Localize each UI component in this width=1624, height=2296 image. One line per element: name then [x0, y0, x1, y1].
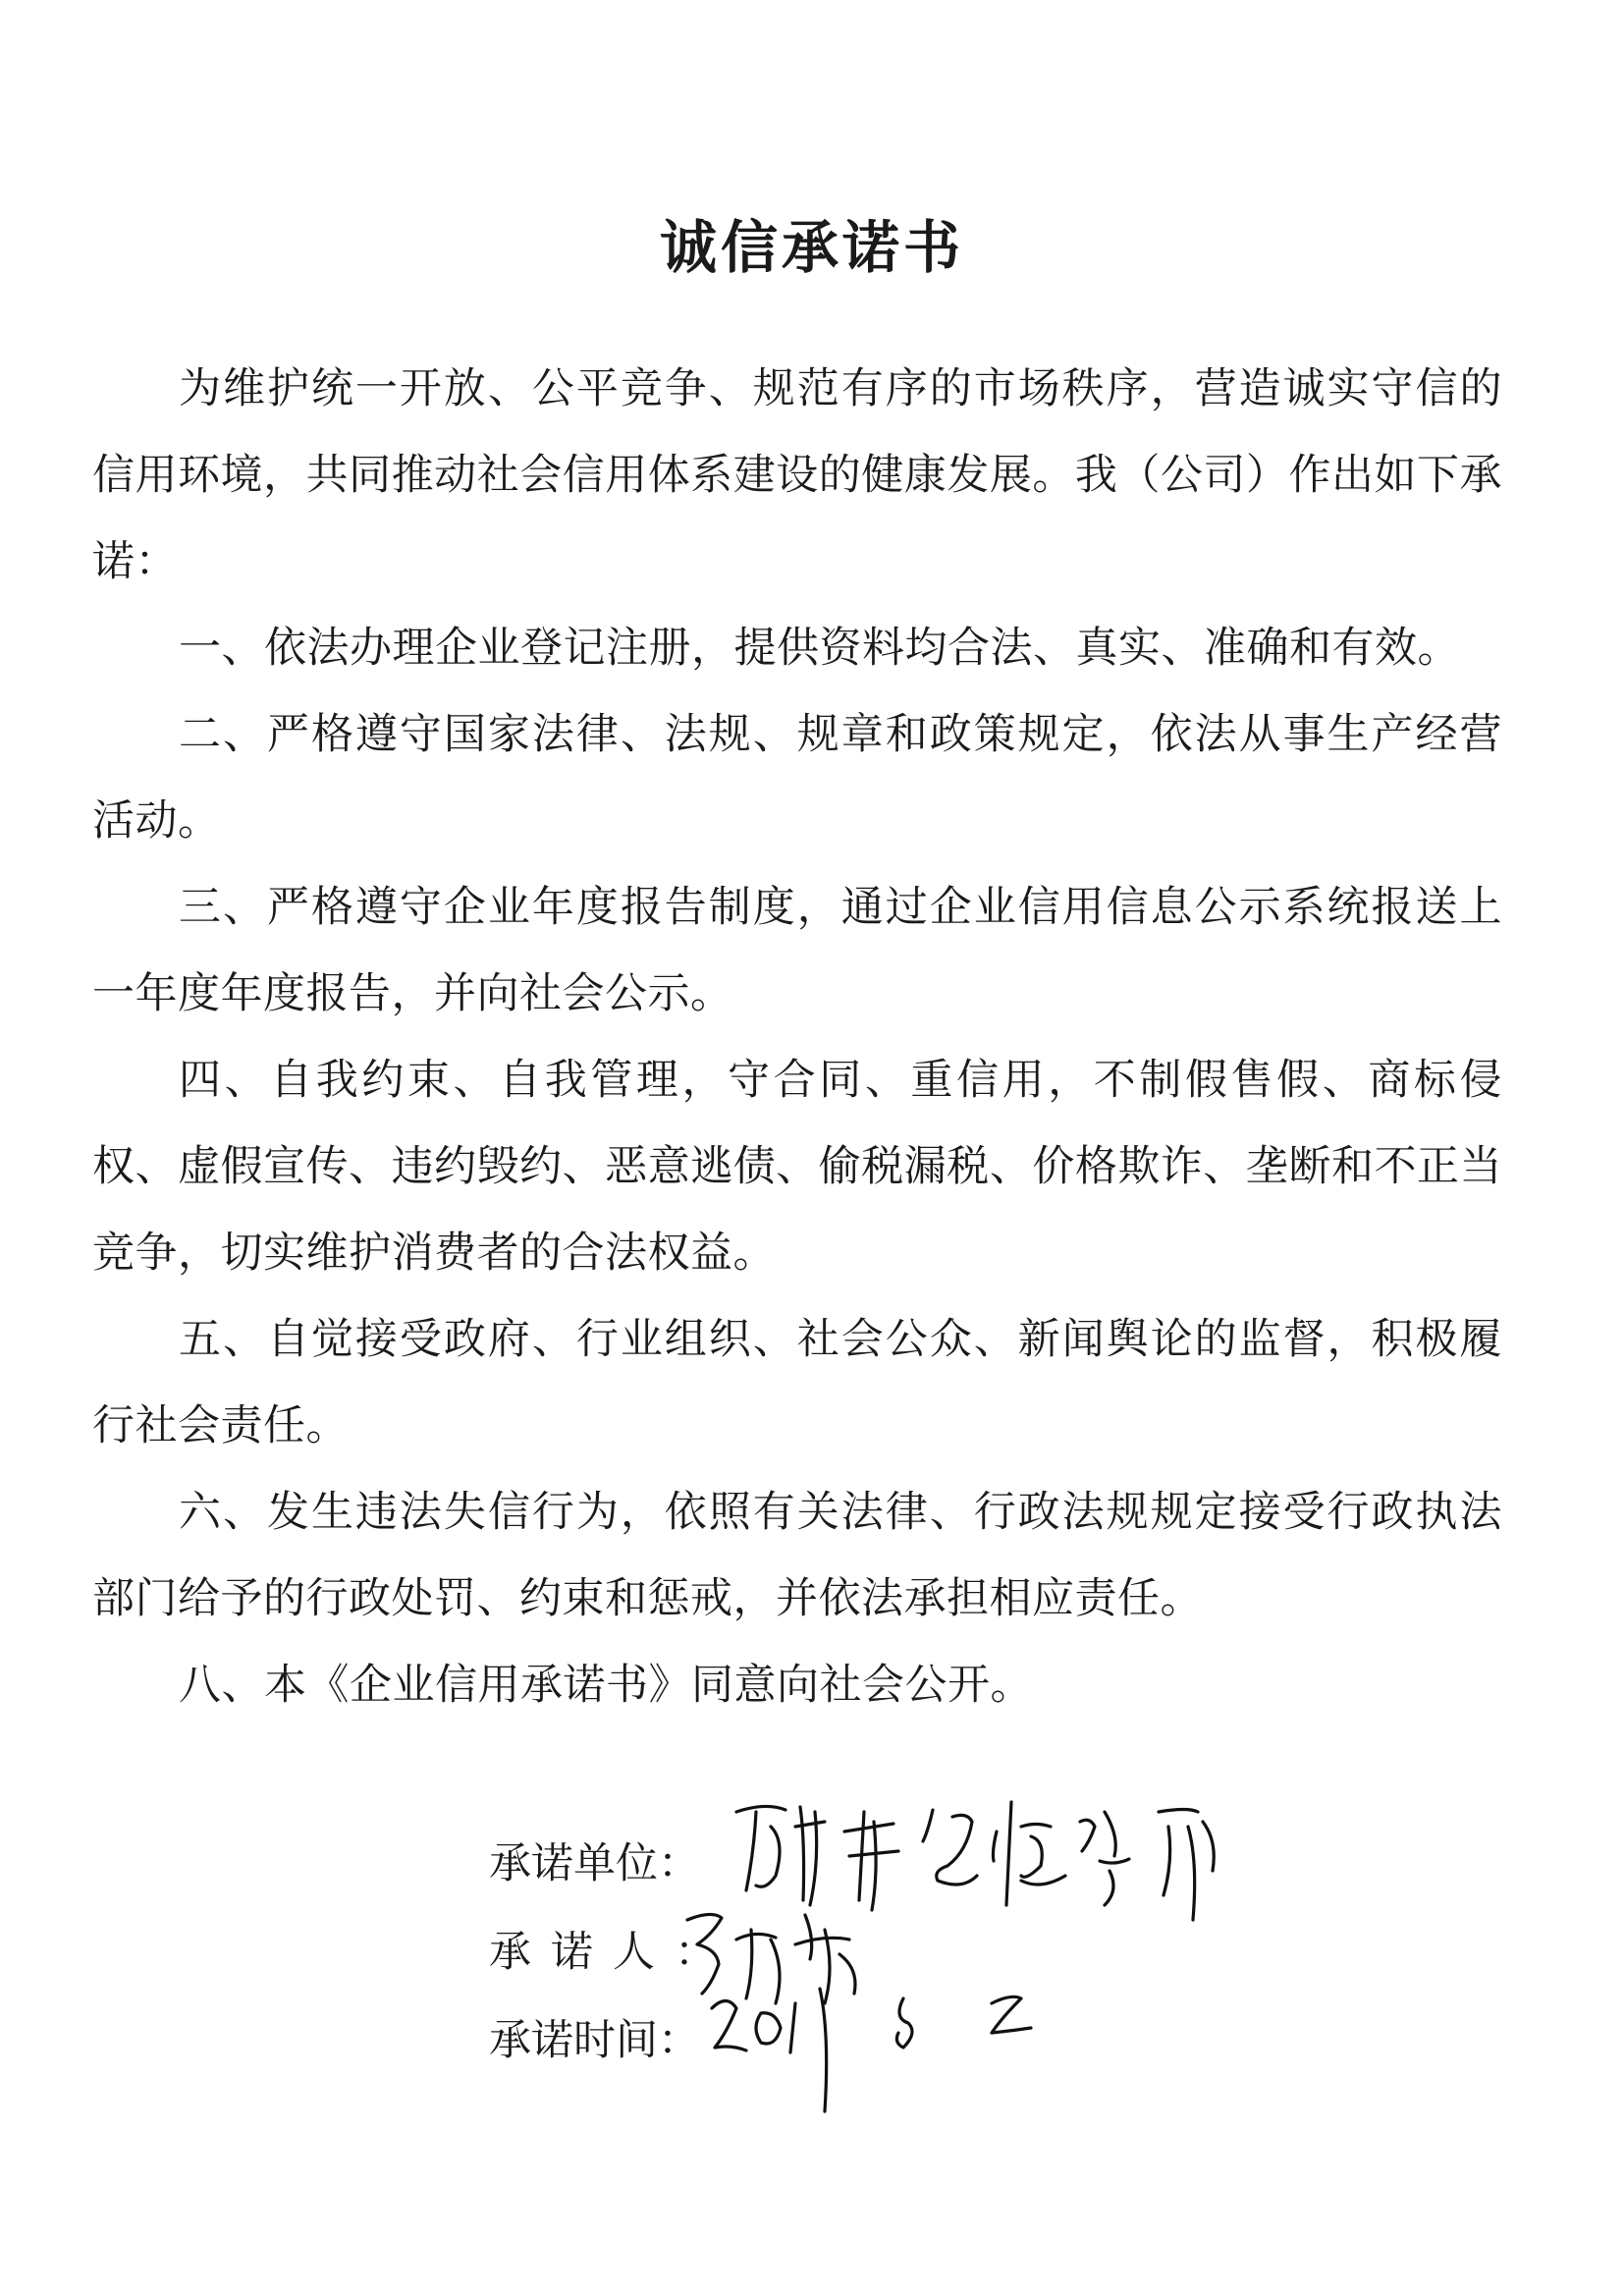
paragraph-item-4: 四、自我约束、自我管理，守合同、重信用，不制假售假、商标侵权、虚假宣传、违约毁约、恶意逃债、偷税漏税、价格欺诈、垄断和不正当竞争，切实维护消费者的合法权益。: [92, 1056, 1502, 1278]
paragraph-item-5: 五、自觉接受政府、行业组织、社会公众、新闻舆论的监督，积极履行社会责任。: [92, 1315, 1502, 1450]
paragraph-item-8: 八、本《企业信用承诺书》同意向社会公开。: [179, 1661, 1033, 1710]
signature-person-label: 承诺人：: [489, 1928, 736, 1977]
paragraph-item-1: 一、依法办理企业登记注册，提供资料均合法、真实、准确和有效。: [179, 624, 1460, 673]
document-body: [92, 346, 1502, 1728]
handwritten-date: [707, 1974, 1080, 2121]
paragraph-intro: 为维护统一开放、公平竞争、规范有序的市场秩序，营造诚实守信的信用环境，共同推动社会信用体系建设的健康发展。我（公司）作出如下承诺：: [92, 364, 1502, 586]
paragraph-item-3: 三、严格遵守企业年度报告制度，通过企业信用信息公示系统报送上一年度年度报告，并向社会公示。: [92, 883, 1502, 1018]
signature-unit-label: 承诺单位：: [489, 1839, 700, 1888]
document-title: 诚信承诺书: [659, 214, 964, 281]
paragraph-item-6: 六、发生违法失信行为，依照有关法律、行政法规规定接受行政执法部门给予的行政处罚、约束和惩戒，并依法承担相应责任。: [92, 1488, 1502, 1623]
paragraph-item-2: 二、严格遵守国家法律、法规、规章和政策规定，依法从事生产经营活动。: [92, 710, 1502, 846]
signature-date-label: 承诺时间：: [489, 2016, 700, 2065]
